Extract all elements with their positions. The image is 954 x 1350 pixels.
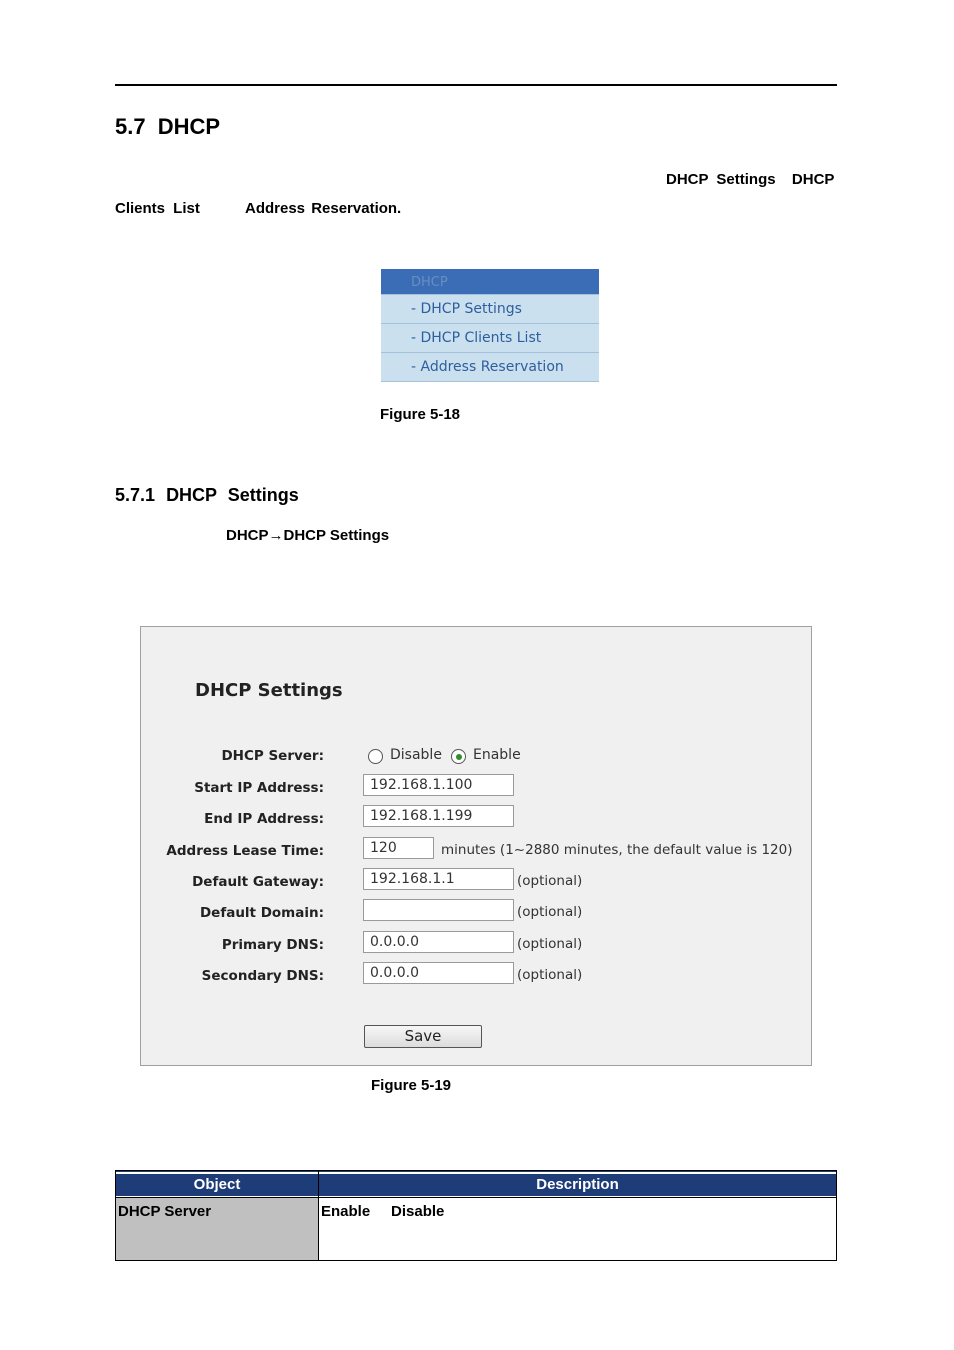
radio-disable[interactable] (368, 749, 383, 764)
table-row (116, 1198, 837, 1261)
end-ip-input[interactable] (363, 805, 514, 827)
radio-enable[interactable] (451, 749, 466, 764)
table-header-row (116, 1171, 837, 1198)
default-domain-note: (optional) (517, 904, 583, 920)
menu-item-address-reservation[interactable]: - Address Reservation (381, 353, 599, 382)
table-header-description: Description (319, 1171, 837, 1198)
intro-text-line1: DHCP Settings DHCP (666, 171, 835, 188)
lease-time-input[interactable] (363, 837, 434, 859)
subsection-heading: 5.7.1 DHCP Settings (115, 485, 299, 505)
primary-dns-label: Primary DNS: (221, 937, 324, 953)
save-button[interactable]: Save (364, 1025, 482, 1048)
figure-caption-5-19: Figure 5-19 (371, 1077, 452, 1094)
intro-text-clients-list: Clients List (115, 200, 200, 217)
start-ip-input[interactable] (363, 774, 514, 796)
radio-disable-label: Disable (390, 747, 442, 763)
default-gateway-input[interactable] (363, 868, 514, 890)
table-header-object: Object (116, 1171, 319, 1198)
header-rule (115, 84, 837, 86)
table-cell-object: DHCP Server (116, 1198, 319, 1261)
menu-item-dhcp-clients-list[interactable]: - DHCP Clients List (381, 324, 599, 353)
dhcp-server-label: DHCP Server: (221, 748, 324, 764)
menu-item-dhcp-settings[interactable]: - DHCP Settings (381, 295, 599, 324)
table-cell-description: Enable Disable (319, 1198, 837, 1261)
radio-enable-label: Enable (473, 747, 521, 763)
figure-caption-5-18: Figure 5-18 (380, 406, 461, 423)
lease-time-label: Address Lease Time: (166, 843, 324, 859)
default-domain-input[interactable] (363, 899, 514, 921)
dhcp-menu (381, 269, 599, 382)
default-gateway-label: Default Gateway: (192, 874, 324, 890)
secondary-dns-label: Secondary DNS: (201, 968, 324, 984)
menu-header-dhcp[interactable]: DHCP (381, 269, 599, 295)
secondary-dns-note: (optional) (517, 967, 583, 983)
intro-text-address-reservation: Address Reservation. (245, 200, 402, 217)
end-ip-label: End IP Address: (204, 811, 324, 827)
dhcp-settings-panel (140, 626, 812, 1066)
description-table (115, 1170, 837, 1261)
default-gateway-note: (optional) (517, 873, 583, 889)
navigation-path: DHCP→DHCP Settings (226, 527, 390, 544)
start-ip-label: Start IP Address: (194, 780, 324, 796)
lease-time-note: minutes (1~2880 minutes, the default value is 120) (441, 842, 793, 858)
section-heading: 5.7 DHCP (115, 114, 221, 139)
secondary-dns-input[interactable] (363, 962, 514, 984)
default-domain-label: Default Domain: (199, 905, 324, 921)
primary-dns-note: (optional) (517, 936, 583, 952)
panel-title: DHCP Settings (195, 680, 343, 701)
primary-dns-input[interactable] (363, 931, 514, 953)
